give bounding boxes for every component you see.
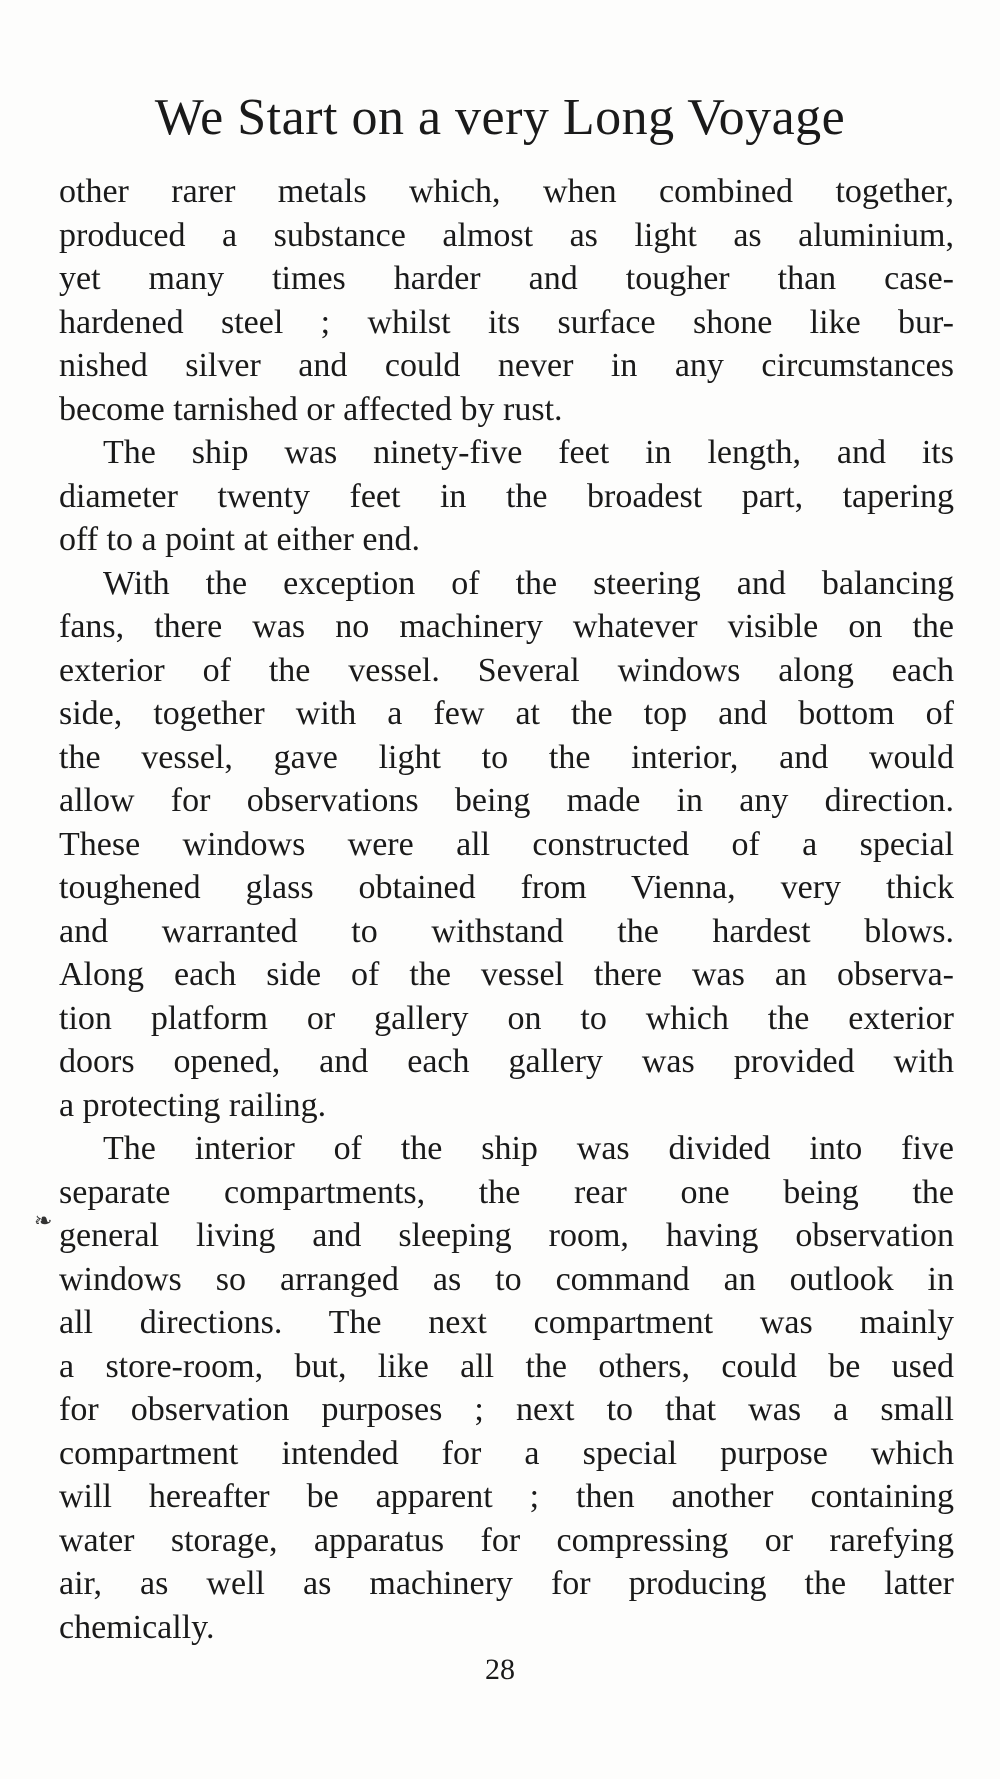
text-line: diameter twenty feet in the broadest part, tapering: [59, 477, 954, 515]
text-line: The ship was ninety-five feet in length, and its: [103, 434, 954, 471]
text-line: the vessel, gave light to the interior, and would: [59, 738, 954, 776]
margin-mark-icon: ❧: [34, 1208, 53, 1233]
text-line: water storage, apparatus for compressing or rarefying: [59, 1521, 954, 1559]
text-line: for observation purposes ; next to that was a small: [59, 1391, 954, 1428]
text-line: off to a point at either end.: [59, 521, 420, 558]
text-line: Along each side of the vessel there was an observa-: [59, 956, 954, 993]
text-line: a store-room, but, like all the others, could be used: [59, 1347, 954, 1385]
text-line: all directions. The next compartment was mainly: [59, 1304, 954, 1341]
text-line: and warranted to withstand the hardest blows.: [59, 912, 954, 950]
paragraph: [59, 170, 954, 431]
paragraph: [59, 431, 954, 562]
text-line: exterior of the vessel. Several windows along each: [59, 651, 954, 689]
text-line: With the exception of the steering and balancing: [103, 564, 954, 602]
text-line: toughened glass obtained from Vienna, very thick: [59, 869, 954, 906]
text-line: doors opened, and each gallery was provided with: [59, 1043, 954, 1080]
text-line: hardened steel ; whilst its surface shone like bur-: [59, 303, 954, 341]
text-line: allow for observations being made in any direction.: [59, 782, 954, 819]
text-line: yet many times harder and tougher than case-: [59, 260, 954, 297]
text-line: produced a substance almost as light as aluminium,: [59, 216, 954, 254]
text-line: fans, there was no machinery whatever visible on the: [59, 608, 954, 645]
text-line: side, together with a few at the top and bottom of: [59, 695, 954, 732]
text-line: air, as well as machinery for producing the latter: [59, 1565, 954, 1602]
page-number: 28: [485, 1653, 515, 1686]
text-line: become tarnished or affected by rust.: [59, 390, 563, 428]
text-line: will hereafter be apparent ; then another containing: [59, 1478, 954, 1515]
text-line: tion platform or gallery on to which the exterior: [59, 999, 954, 1037]
text-line: chemically.: [59, 1608, 215, 1646]
body-text: [59, 170, 954, 1649]
running-head: We Start on a very Long Voyage: [154, 89, 846, 146]
text-line: These windows were all constructed of a special: [59, 825, 954, 863]
paragraph: [59, 562, 954, 1128]
text-line: a protecting railing.: [59, 1086, 327, 1124]
text-line: compartment intended for a special purpose which: [59, 1434, 954, 1472]
text-line: separate compartments, the rear one being the: [59, 1173, 954, 1211]
text-line: other rarer metals which, when combined together,: [59, 173, 954, 210]
paragraph: [59, 1127, 954, 1649]
text-line: general living and sleeping room, having observation: [59, 1217, 954, 1254]
text-line: nished silver and could never in any circumstances: [59, 347, 954, 384]
text-line: windows so arranged as to command an outlook in: [59, 1260, 954, 1298]
text-line: The interior of the ship was divided into five: [103, 1130, 954, 1167]
